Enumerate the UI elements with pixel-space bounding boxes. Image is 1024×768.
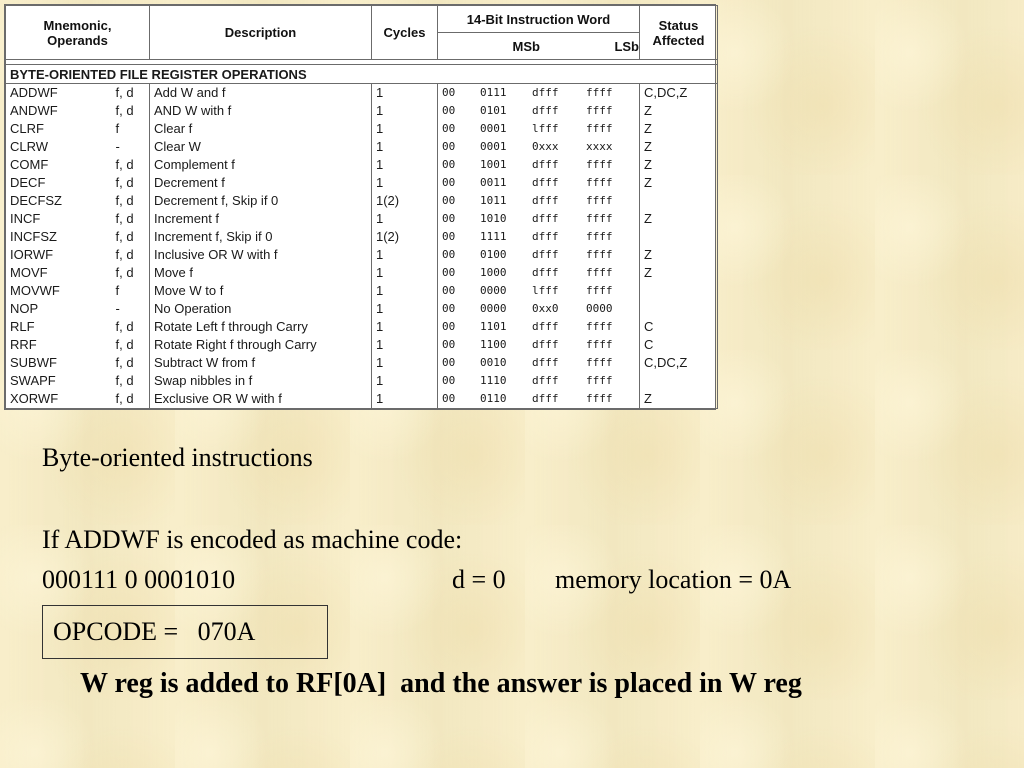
code-c2: 1110 [480,374,507,387]
cell-description: Decrement f, Skip if 0 [150,192,372,210]
header-lsb: LSb [614,38,639,54]
section-title-row [6,65,718,84]
cell-cycles: 1 [372,336,438,354]
cell-operands: f [112,282,150,300]
cell-description: Move f [150,264,372,282]
code-c2: 1001 [480,158,507,171]
code-c3: lfff [532,122,559,135]
code-c2: 1111 [480,230,507,243]
code-c3: dfff [532,230,559,243]
cell-instruction-word [438,192,640,210]
header-status-line1: Status [658,17,699,33]
cell-mnemonic: INCFSZ [6,228,112,246]
cell-cycles: 1(2) [372,192,438,210]
heading-byte-oriented: Byte-oriented instructions [42,443,313,472]
cell-mnemonic: SUBWF [6,354,112,372]
code-c3: dfff [532,86,559,99]
code-c1: 00 [442,284,456,297]
cell-status: C [640,336,718,354]
encoded-intro: If ADDWF is encoded as machine code: [42,525,463,554]
cell-description: Inclusive OR W with f [150,246,372,264]
code-c2: 1101 [480,320,507,333]
section-title: BYTE-ORIENTED FILE REGISTER OPERATIONS [6,65,718,84]
cell-operands: - [112,300,150,318]
cell-description: Decrement f [150,174,372,192]
header-description: Description [150,6,372,60]
code-c3: lfff [532,284,559,297]
code-c4: ffff [586,266,613,279]
code-c3: dfff [532,158,559,171]
cell-status: C [640,318,718,336]
header-status [640,6,718,60]
header-mnemonic-line1: Mnemonic, [43,17,112,33]
cell-mnemonic: RLF [6,318,112,336]
conclusion-text: W reg is added to RF[0A] and the answer is placed in W reg [80,668,802,699]
code-c3: dfff [532,176,559,189]
cell-instruction-word [438,228,640,246]
code-c1: 00 [442,230,456,243]
cell-cycles: 1 [372,174,438,192]
code-c1: 00 [442,392,456,405]
machine-code: 000111 0 0001010 [42,565,236,594]
cell-status: Z [640,390,718,409]
cell-mnemonic: IORWF [6,246,112,264]
code-c3: dfff [532,248,559,261]
code-c2: 1000 [480,266,507,279]
code-c4: ffff [586,194,613,207]
table-row [6,318,718,336]
code-c3: 0xxx [532,140,559,153]
cell-status: Z [640,246,718,264]
code-c4: xxxx [586,140,613,153]
cell-operands: f, d [112,210,150,228]
cell-mnemonic: XORWF [6,390,112,409]
code-c3: dfff [532,374,559,387]
instruction-table [4,4,716,410]
code-c4: ffff [586,338,613,351]
cell-status: Z [640,174,718,192]
code-c2: 0000 [480,284,507,297]
cell-operands: f, d [112,192,150,210]
cell-instruction-word [438,156,640,174]
table-row [6,246,718,264]
cell-description: Rotate Left f through Carry [150,318,372,336]
cell-cycles: 1 [372,264,438,282]
cell-cycles: 1 [372,84,438,103]
cell-status: Z [640,210,718,228]
cell-instruction-word [438,354,640,372]
table-row [6,120,718,138]
table-row [6,156,718,174]
cell-operands: f, d [112,228,150,246]
code-c4: ffff [586,158,613,171]
code-c4: ffff [586,374,613,387]
d-value: d = 0 [452,565,506,594]
cell-operands: f, d [112,390,150,409]
code-c2: 1010 [480,212,507,225]
cell-cycles: 1 [372,156,438,174]
cell-description: Move W to f [150,282,372,300]
code-c3: dfff [532,338,559,351]
code-c1: 00 [442,248,456,261]
code-c4: ffff [586,212,613,225]
table-row [6,264,718,282]
cell-instruction-word [438,282,640,300]
code-c1: 00 [442,122,456,135]
code-c1: 00 [442,302,456,315]
cell-mnemonic: COMF [6,156,112,174]
cell-status [640,228,718,246]
code-c3: dfff [532,392,559,405]
cell-cycles: 1 [372,120,438,138]
cell-operands: - [112,138,150,156]
cell-description: Subtract W from f [150,354,372,372]
code-c2: 0101 [480,104,507,117]
cell-operands: f, d [112,102,150,120]
cell-status [640,192,718,210]
cell-instruction-word [438,210,640,228]
cell-instruction-word [438,372,640,390]
cell-instruction-word [438,84,640,103]
header-cycles: Cycles [372,6,438,60]
cell-description: Swap nibbles in f [150,372,372,390]
cell-operands: f, d [112,354,150,372]
code-c1: 00 [442,212,456,225]
cell-mnemonic: DECFSZ [6,192,112,210]
code-c3: dfff [532,212,559,225]
code-c2: 1100 [480,338,507,351]
code-c4: ffff [586,122,613,135]
table-row [6,138,718,156]
cell-description: Increment f [150,210,372,228]
cell-operands: f, d [112,318,150,336]
code-c2: 0111 [480,86,507,99]
code-c2: 1011 [480,194,507,207]
cell-instruction-word [438,300,640,318]
cell-instruction-word [438,120,640,138]
cell-operands: f, d [112,84,150,103]
cell-cycles: 1 [372,282,438,300]
table-row [6,354,718,372]
header-instruction-word: 14-Bit Instruction Word [438,6,640,33]
cell-status: Z [640,138,718,156]
code-c1: 00 [442,356,456,369]
cell-description: Add W and f [150,84,372,103]
cell-mnemonic: RRF [6,336,112,354]
cell-mnemonic: NOP [6,300,112,318]
code-c4: ffff [586,320,613,333]
code-c3: dfff [532,194,559,207]
code-c4: ffff [586,392,613,405]
table-row [6,228,718,246]
cell-mnemonic: INCF [6,210,112,228]
table-row [6,210,718,228]
code-c1: 00 [442,140,456,153]
cell-operands: f [112,120,150,138]
code-c4: ffff [586,248,613,261]
cell-description: AND W with f [150,102,372,120]
code-c2: 0001 [480,140,507,153]
cell-status: Z [640,264,718,282]
code-c3: 0xx0 [532,302,559,315]
cell-description: Complement f [150,156,372,174]
memory-location: memory location = 0A [555,565,792,594]
code-c1: 00 [442,86,456,99]
cell-cycles: 1 [372,246,438,264]
table-row [6,282,718,300]
cell-cycles: 1 [372,318,438,336]
code-c4: ffff [586,356,613,369]
header-mnemonic-line2: Operands [47,32,108,48]
cell-operands: f, d [112,372,150,390]
table-row [6,174,718,192]
table-row [6,372,718,390]
cell-instruction-word [438,174,640,192]
opcode-box: OPCODE = 070A [42,605,328,659]
header-msb: MSb [512,38,540,54]
code-c4: ffff [586,86,613,99]
code-c1: 00 [442,104,456,117]
cell-mnemonic: ANDWF [6,102,112,120]
code-c1: 00 [442,320,456,333]
cell-cycles: 1 [372,102,438,120]
cell-status [640,372,718,390]
table-row [6,102,718,120]
instruction-set-table [5,5,718,409]
code-c1: 00 [442,158,456,171]
cell-instruction-word [438,336,640,354]
code-c3: dfff [532,266,559,279]
code-c2: 0100 [480,248,507,261]
cell-instruction-word [438,264,640,282]
cell-mnemonic: CLRW [6,138,112,156]
cell-mnemonic: CLRF [6,120,112,138]
cell-operands: f, d [112,264,150,282]
code-c4: ffff [586,230,613,243]
cell-mnemonic: SWAPF [6,372,112,390]
code-c3: dfff [532,356,559,369]
cell-operands: f, d [112,156,150,174]
code-c1: 00 [442,338,456,351]
table-row [6,192,718,210]
cell-status: Z [640,156,718,174]
code-c2: 0001 [480,122,507,135]
cell-mnemonic: MOVF [6,264,112,282]
header-msb-lsb [438,33,640,60]
cell-description: Clear f [150,120,372,138]
cell-cycles: 1 [372,138,438,156]
code-c4: ffff [586,284,613,297]
table-row [6,300,718,318]
code-c2: 0010 [480,356,507,369]
cell-status: Z [640,120,718,138]
cell-cycles: 1 [372,354,438,372]
cell-mnemonic: DECF [6,174,112,192]
cell-cycles: 1(2) [372,228,438,246]
code-c2: 0110 [480,392,507,405]
cell-description: Clear W [150,138,372,156]
code-c1: 00 [442,266,456,279]
cell-description: Exclusive OR W with f [150,390,372,409]
cell-instruction-word [438,102,640,120]
code-c1: 00 [442,194,456,207]
header-status-line2: Affected [652,32,705,48]
cell-status: Z [640,102,718,120]
cell-operands: f, d [112,174,150,192]
code-c4: ffff [586,176,613,189]
code-c1: 00 [442,176,456,189]
cell-instruction-word [438,318,640,336]
cell-instruction-word [438,138,640,156]
cell-instruction-word [438,390,640,409]
cell-description: Rotate Right f through Carry [150,336,372,354]
cell-operands: f, d [112,246,150,264]
code-c3: dfff [532,104,559,117]
cell-status [640,300,718,318]
cell-instruction-word [438,246,640,264]
table-row [6,84,718,103]
cell-cycles: 1 [372,300,438,318]
cell-cycles: 1 [372,210,438,228]
cell-mnemonic: ADDWF [6,84,112,103]
cell-cycles: 1 [372,372,438,390]
table-row [6,336,718,354]
cell-description: Increment f, Skip if 0 [150,228,372,246]
code-c2: 0011 [480,176,507,189]
code-c4: 0000 [586,302,613,315]
cell-description: No Operation [150,300,372,318]
cell-mnemonic: MOVWF [6,282,112,300]
cell-status: C,DC,Z [640,354,718,372]
header-mnemonic [6,6,150,60]
code-c4: ffff [586,104,613,117]
cell-status: C,DC,Z [640,84,718,103]
table-row [6,390,718,409]
cell-operands: f, d [112,336,150,354]
code-c1: 00 [442,374,456,387]
cell-cycles: 1 [372,390,438,409]
code-c3: dfff [532,320,559,333]
cell-status [640,282,718,300]
code-c2: 0000 [480,302,507,315]
